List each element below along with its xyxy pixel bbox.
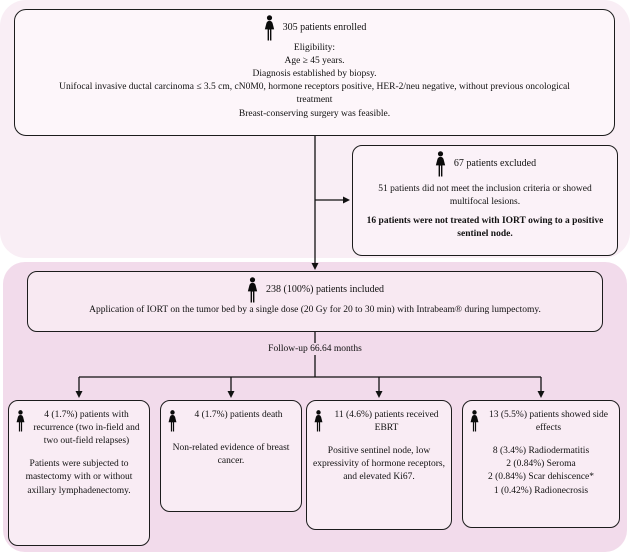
biopsy-criterion: Diagnosis established by biopsy. — [252, 69, 377, 80]
outcome-box-side-effects — [462, 400, 620, 528]
included-box — [27, 271, 603, 332]
enrolled-box — [14, 9, 615, 136]
woman-icon — [15, 410, 26, 432]
excluded-reason-criteria: 51 patients did not meet the inclusion criteria or showed multifocal lesions. — [378, 184, 592, 208]
outcome-recurrence-body: Patients were subjected to mastectomy with or without axillary lymphadenectomy. — [25, 459, 133, 496]
eligibility-label: Eligibility: — [293, 43, 336, 53]
side-effect-radionecrosis: 1 (0.42%) Radionecrosis — [493, 485, 589, 496]
side-effect-radiodermatitis: 8 (3.4%) Radiodermatitis — [492, 446, 590, 457]
outcome-side-effects-header — [469, 409, 613, 435]
iort-application-text: Application of IORT on the tumor bed by a single dose (20 Gy for 20 to 30 min) with Intrabeam® during lumpectomy. — [89, 305, 541, 315]
followup-label: Follow-up 66.64 months — [262, 343, 368, 355]
excluded-header — [362, 151, 608, 177]
outcome-ebrt-headline: 11 (4.6%) patients received EBRT — [334, 410, 439, 434]
outcome-recurrence-header — [15, 409, 143, 448]
woman-icon — [167, 410, 178, 432]
excluded-box — [352, 145, 618, 256]
outcome-death-headline: 4 (1.7%) patients death — [194, 410, 283, 420]
outcome-box-recurrence — [8, 400, 150, 546]
included-header — [36, 277, 594, 303]
woman-icon — [469, 410, 480, 432]
included-headline: 238 (100%) patients included — [265, 284, 385, 296]
enrolled-headline: 305 patients enrolled — [282, 22, 367, 34]
outcome-side-effects-headline: 13 (5.5%) patients showed side effects — [489, 410, 608, 434]
side-effect-scar-dehiscence: 2 (0.84%) Scar dehiscence* — [487, 472, 595, 483]
outcome-side-effects-list — [469, 445, 613, 497]
enrolled-header — [25, 15, 604, 41]
woman-icon — [263, 15, 276, 41]
outcome-recurrence-headline: 4 (1.7%) patients with recurrence (two in-field and two out-field relapses) — [33, 410, 140, 447]
outcome-death-header — [167, 409, 295, 432]
outcome-ebrt-body: Positive sentinel node, low expressivity of hormone receptors, and elevated Ki67. — [313, 446, 445, 483]
woman-icon — [246, 277, 259, 303]
age-criterion: Age ≥ 45 years. — [284, 56, 345, 67]
woman-icon — [313, 410, 324, 432]
outcome-box-death — [160, 400, 302, 512]
outcome-death-body: Non-related evidence of breast cancer. — [172, 443, 290, 467]
outcome-ebrt-header — [313, 409, 445, 435]
outcome-box-ebrt — [306, 400, 452, 530]
excluded-reason-sentinel: 16 patients were not treated with IORT owing to a positive sentinel node. — [366, 216, 604, 240]
surgery-criterion: Breast-conserving surgery was feasible. — [238, 108, 391, 119]
woman-icon — [434, 151, 447, 177]
excluded-headline: 67 patients excluded — [453, 158, 537, 170]
carcinoma-criterion: Unifocal invasive ductal carcinoma ≤ 3.5 cm, cN0M0, hormone receptors positive, HER-2/neu negative, without previous oncological treatment — [59, 82, 570, 106]
side-effect-seroma: 2 (0.84%) Seroma — [506, 459, 576, 470]
